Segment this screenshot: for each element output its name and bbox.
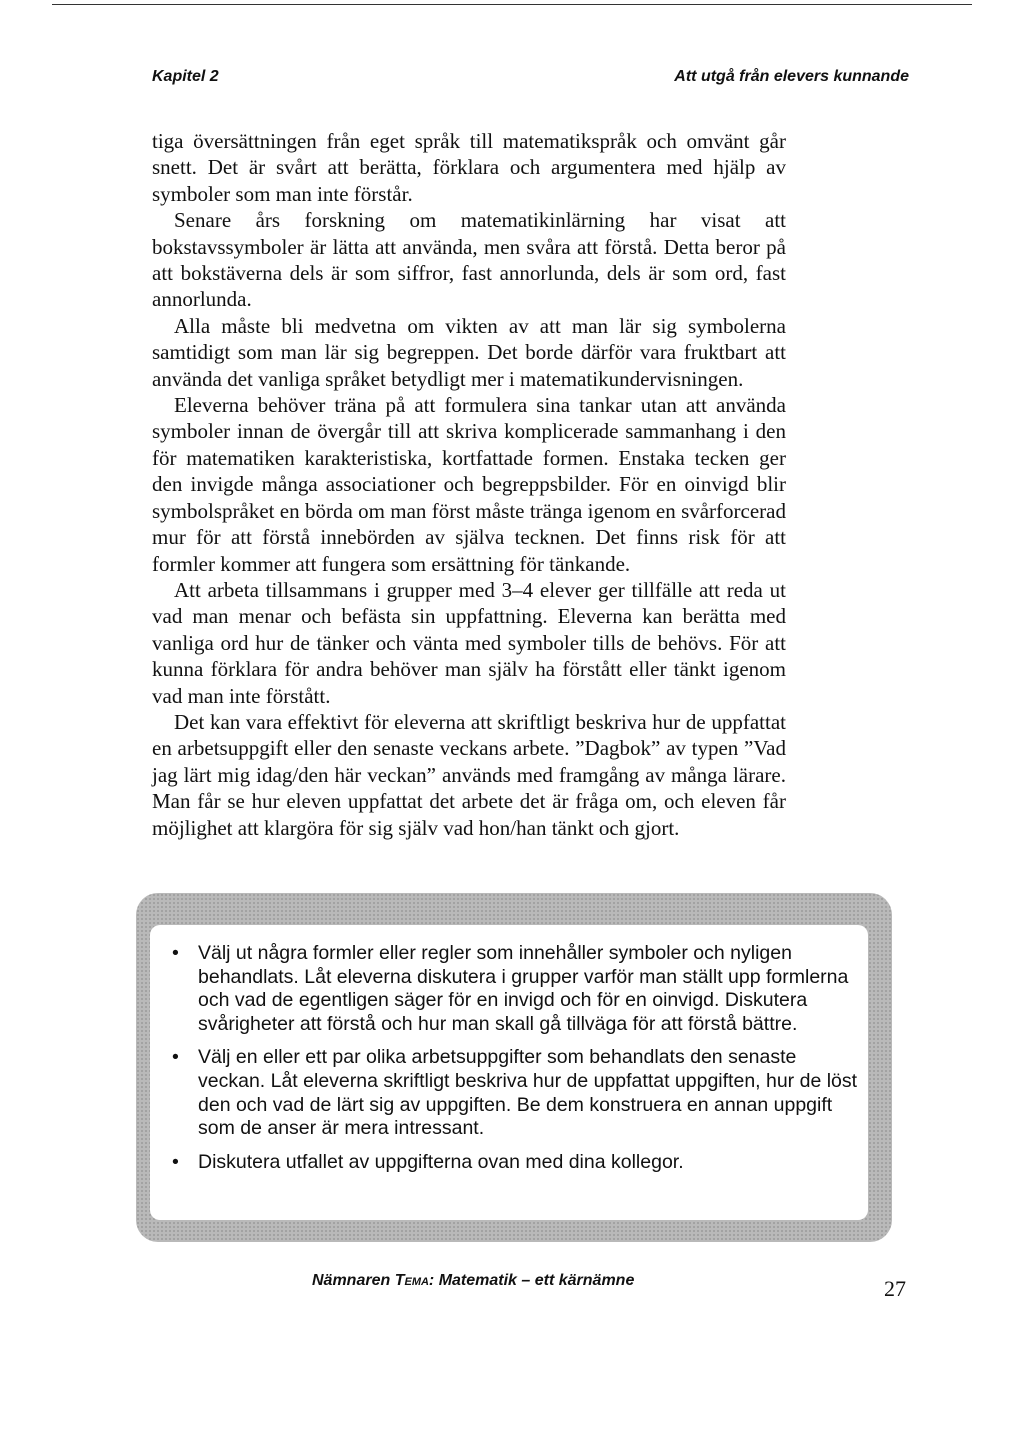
list-item: [170, 1151, 860, 1175]
exercise-list: [170, 942, 860, 1184]
chapter-label: Kapitel 2: [152, 68, 219, 85]
page-number: 27: [884, 1276, 906, 1301]
list-item: [170, 942, 860, 1036]
chapter-title: Att utgå från elevers kunnande: [674, 68, 909, 85]
paragraph: tiga översättningen från eget språk till matematikspråk och omvänt går snett. Det är svårt att berätta, förklara och argumentera med hjälp av symboler som man inte förstår.: [152, 129, 786, 206]
footer-title: [312, 1272, 634, 1290]
top-rule: [52, 4, 972, 5]
bullet-icon: •: [172, 942, 179, 964]
paragraph: Senare års forskning om matematikinlärning har visat att bokstavssymboler är lätta att använda, men svåra att förstå. Detta beror på att bokstäverna dels är som siffror, fast annorlunda, dels är som ord, fast annorlunda.: [152, 208, 786, 312]
list-item-text: Diskutera utfallet av uppgifterna ovan med dina kollegor.: [198, 1150, 684, 1173]
bullet-icon: •: [172, 1150, 179, 1173]
list-item-text: Välj ut några formler eller regler som innehåller symboler och nyligen behandlats. Låt eleverna diskutera i grupper varför man ställt upp formlerna och vad de egentligen säger för en invigd och för en oinvigd. Diskutera svårigheter att förstå och hur man skall gå tillväga för att förstå bättre.: [198, 942, 849, 1035]
list-item: [170, 1046, 860, 1140]
list-item-text: Välj en eller ett par olika arbetsuppgifter som behandlats den senaste veckan. Låt eleverna skriftligt beskriva hur de uppfattat uppgiften, hur de löst den och vad de lärt sig av uppgiften. Be dem konstruera en annan uppgift som de anser är mera intressant.: [198, 1046, 858, 1140]
bullet-icon: •: [172, 1046, 179, 1069]
publication-name: Nämnaren: [312, 1272, 391, 1289]
paragraph: Det kan vara effektivt för eleverna att skriftligt beskriva hur de uppfattat en arbetsuppgift eller den senaste veckans arbete. ”Dagbok” av typen ”Vad jag lärt mig idag/den här veckan” används med framgång av många lärare. Man får se hur eleven uppfattat det arbete det är fråga om, och eleven får möjlighet att klargöra för sig själv vad hon/han tänkt och gjort.: [152, 709, 786, 840]
paragraph: Att arbeta tillsammans i grupper med 3–4 elever ger tillfälle att reda ut vad man menar och befästa sin uppfattning. Eleverna kan berätta med vanliga ord hur de tänker och vänta med symboler tills de behövs. För att kunna förklara för andra behöver man själv ha förstått eller tänkt igenom vad man inte förstått.: [152, 577, 786, 708]
issue-title: Matematik – ett kärnämne: [438, 1272, 635, 1289]
paragraph: Alla måste bli medvetna om vikten av att man lär sig symbolerna samtidigt som man lär sig begreppen. Det borde därför vara fruktbart att använda det vanliga språket betydligt mer i matematikundervisningen.: [152, 313, 786, 391]
paragraph: Eleverna behöver träna på att formulera sina tankar utan att använda symboler innan de övergår till att skriva komplicerade sammanhang i den för matematiken karakteristiska, kortfattade formen. Enstaka tecken ger den invigde många associationer och begreppsbilder. För en oinvigd blir symbolspråket en börda om man först måste tränga igenom en svårforcerad mur för att förstå innebörden av själva tecknen. Det finns risk för att formler kommer att fungera som ersättning för tänkande.: [152, 393, 786, 576]
body-text: [152, 128, 786, 841]
series-name: Tema:: [394, 1272, 435, 1289]
